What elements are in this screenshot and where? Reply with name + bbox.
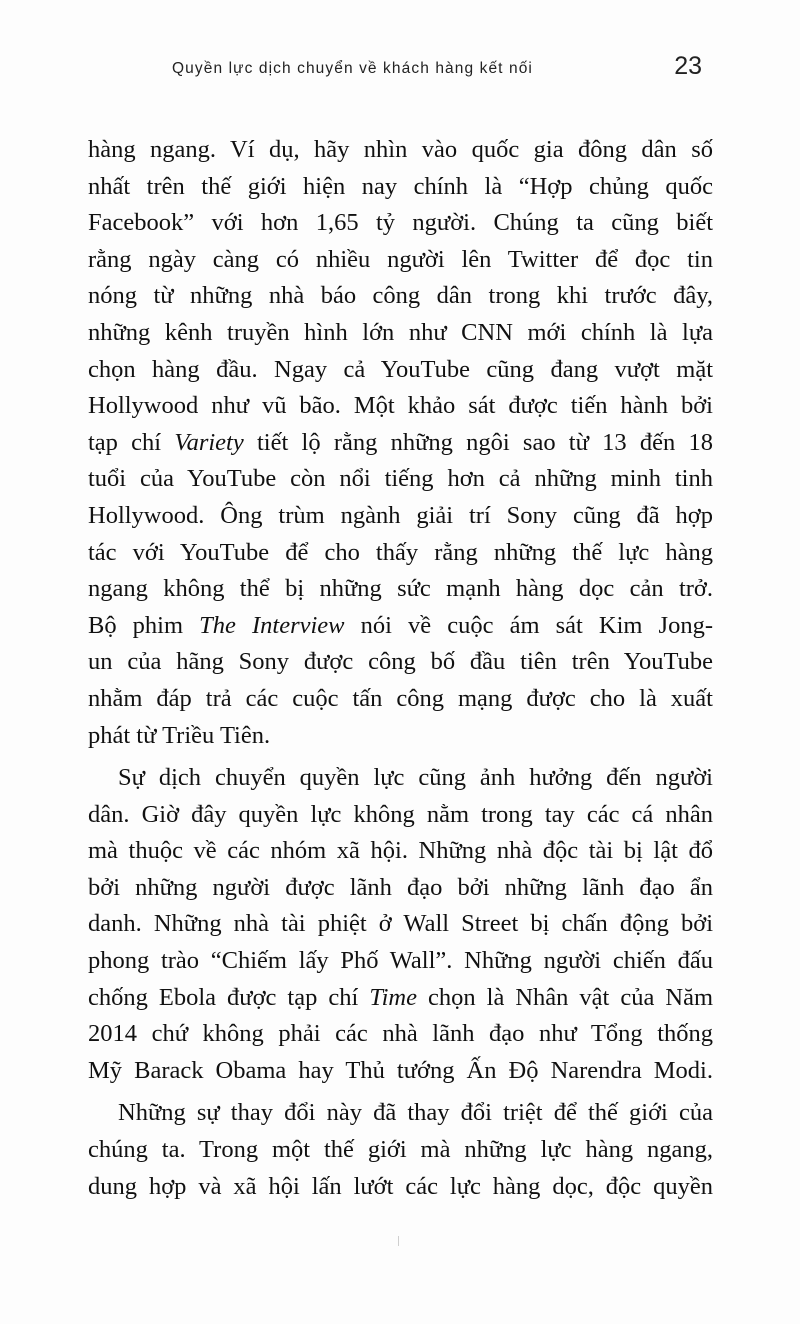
italic-title: Time bbox=[369, 983, 417, 1011]
text-line: nhất trên thế giới hiện nay chính là “Hợp chủng quốc bbox=[88, 172, 713, 200]
text-line: chúng ta. Trong một thế giới mà những lực hàng ngang, bbox=[88, 1136, 713, 1164]
text-line: phong trào “Chiếm lấy Phố Wall”. Những người chiến đấu bbox=[88, 947, 713, 975]
running-head: Quyền lực dịch chuyển về khách hàng kết nối bbox=[172, 60, 533, 77]
text-line: danh. Những nhà tài phiệt ở Wall Street bị chấn động bởi bbox=[88, 910, 713, 938]
text-line: tạp chí Variety tiết lộ rằng những ngôi sao từ 13 đến 18 bbox=[88, 428, 713, 456]
text-line: chọn hàng đầu. Ngay cả YouTube cũng đang vượt mặt bbox=[88, 355, 713, 383]
text-line: tác với YouTube để cho thấy rằng những thế lực hàng bbox=[88, 538, 713, 566]
text-line: Những sự thay đổi này đã thay đổi triệt để thế giới của bbox=[118, 1099, 713, 1127]
body-text bbox=[88, 132, 713, 1205]
text-line: Mỹ Barack Obama hay Thủ tướng Ấn Độ Narendra Modi. bbox=[88, 1056, 713, 1084]
text-line: tuổi của YouTube còn nổi tiếng hơn cả những minh tinh bbox=[88, 465, 713, 493]
paragraph-2 bbox=[88, 760, 713, 1089]
text-line: dung hợp và xã hội lấn lướt các lực hàng dọc, độc quyền bbox=[88, 1172, 713, 1200]
text-line: nhằm đáp trả các cuộc tấn công mạng được cho là xuất bbox=[88, 684, 713, 712]
text-line: 2014 chứ không phải các nhà lãnh đạo như Tổng thống bbox=[88, 1020, 713, 1048]
text-line: rằng ngày càng có nhiều người lên Twitter để đọc tin bbox=[88, 245, 713, 273]
text-line: Hollywood như vũ bão. Một khảo sát được tiến hành bởi bbox=[88, 392, 713, 420]
text-line: un của hãng Sony được công bố đầu tiên trên YouTube bbox=[88, 648, 713, 676]
text-line: mà thuộc về các nhóm xã hội. Những nhà độc tài bị lật đổ bbox=[88, 837, 713, 865]
text-line: nóng từ những nhà báo công dân trong khi trước đây, bbox=[88, 282, 713, 310]
page-number: 23 bbox=[674, 52, 702, 80]
text-line: Bộ phim The Interview nói về cuộc ám sát Kim Jong- bbox=[88, 611, 713, 639]
text-line: Facebook” với hơn 1,65 tỷ người. Chúng ta cũng biết bbox=[88, 209, 713, 237]
text-line: Sự dịch chuyển quyền lực cũng ảnh hưởng đến người bbox=[118, 764, 713, 792]
text-line: chống Ebola được tạp chí Time chọn là Nhân vật của Năm bbox=[88, 983, 713, 1011]
paragraph-3 bbox=[88, 1095, 713, 1205]
text-line: Hollywood. Ông trùm ngành giải trí Sony cũng đã hợp bbox=[88, 501, 713, 529]
paragraph-1 bbox=[88, 132, 713, 754]
text-line: hàng ngang. Ví dụ, hãy nhìn vào quốc gia đông dân số bbox=[88, 136, 713, 163]
text-line: dân. Giờ đây quyền lực không nằm trong tay các cá nhân bbox=[88, 800, 713, 828]
text-line: những kênh truyền hình lớn như CNN mới chính là lựa bbox=[88, 318, 713, 346]
text-line: phát từ Triều Tiên. bbox=[88, 721, 271, 749]
text-line: bởi những người được lãnh đạo bởi những lãnh đạo ẩn bbox=[88, 873, 713, 901]
text-line: ngang không thể bị những sức mạnh hàng dọc cản trở. bbox=[88, 575, 713, 603]
italic-title: The Interview bbox=[199, 611, 345, 639]
italic-title: Variety bbox=[174, 428, 244, 456]
print-speck bbox=[398, 1236, 399, 1246]
